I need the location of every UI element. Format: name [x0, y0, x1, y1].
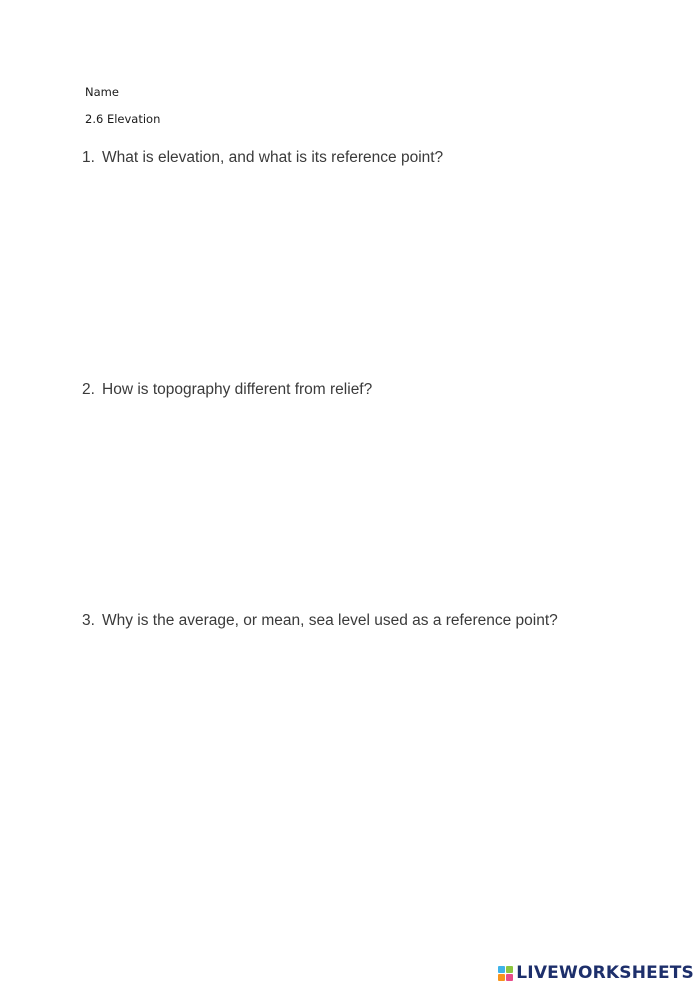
question-1	[82, 149, 443, 167]
liveworksheets-logo-icon	[498, 966, 513, 981]
logo-square	[506, 974, 513, 981]
logo-square	[506, 966, 513, 973]
question-text: How is topography different from relief?	[102, 381, 373, 398]
question-number: 1.	[82, 149, 95, 166]
section-title: 2.6 Elevation	[85, 112, 161, 126]
logo-square	[498, 966, 505, 973]
logo-square	[498, 974, 505, 981]
question-3	[82, 612, 558, 630]
answer-area-2[interactable]	[82, 407, 642, 602]
question-text: What is elevation, and what is its reference point?	[102, 149, 444, 166]
question-2	[82, 381, 372, 399]
footer-logo	[498, 963, 694, 983]
answer-area-1[interactable]	[82, 175, 642, 370]
name-label: Name	[85, 85, 119, 99]
brand-name: LIVEWORKSHEETS	[516, 963, 694, 983]
question-number: 2.	[82, 381, 95, 398]
answer-area-3[interactable]	[82, 638, 642, 938]
question-number: 3.	[82, 612, 95, 629]
question-text: Why is the average, or mean, sea level used as a reference point?	[102, 612, 558, 629]
